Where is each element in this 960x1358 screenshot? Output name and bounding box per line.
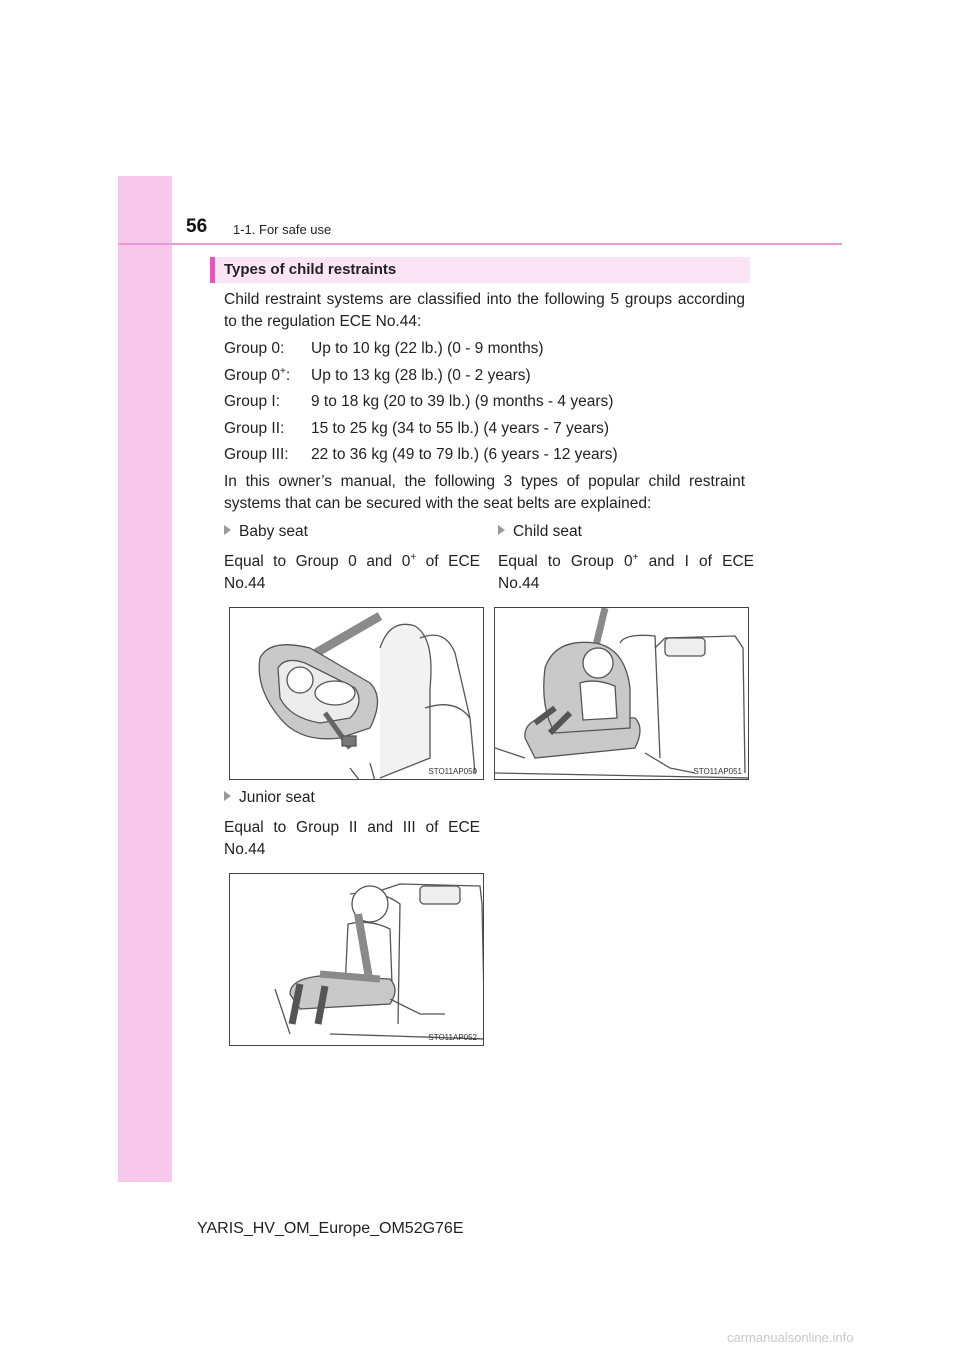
- group-label: Group II:: [224, 420, 285, 437]
- group-value: 22 to 36 kg (49 to 79 lb.) (6 years - 12 years): [311, 446, 618, 463]
- page-number: 56: [186, 216, 208, 237]
- bullet-triangle-icon: [224, 525, 231, 535]
- summary-paragraph: In this owner’s manual, the following 3 types of popular child restraint systems that can be secured with the seat belts are explained:: [224, 473, 745, 512]
- baby-seat-illustration: [229, 607, 484, 780]
- figure-code: STO11AP050: [428, 767, 477, 776]
- section-heading: [210, 257, 750, 283]
- junior-seat-illustration: [229, 873, 484, 1046]
- section-heading-text: Types of child restraints: [224, 261, 397, 278]
- junior-seat-title: Junior seat: [224, 789, 315, 807]
- intro-paragraph: Child restraint systems are classified into the following 5 groups according to the regulation ECE No.44:: [224, 291, 745, 330]
- group-label: Group 0:: [224, 340, 285, 357]
- baby-seat-description: Equal to Group 0 and 0+ of ECE No.44: [224, 552, 480, 592]
- watermark: carmanualsonline.info: [727, 1330, 854, 1345]
- bullet-triangle-icon: [498, 525, 505, 535]
- group-label: Group 0+:: [224, 366, 291, 384]
- group-value: Up to 10 kg (22 lb.) (0 - 9 months): [311, 340, 544, 357]
- junior-seat-description: Equal to Group II and III of ECE No.44: [224, 819, 480, 858]
- group-value: Up to 13 kg (28 lb.) (0 - 2 years): [311, 367, 531, 384]
- child-seat-title: Child seat: [498, 523, 582, 541]
- figure-code: STO11AP051: [693, 767, 742, 776]
- figure-code: STO11AP052: [428, 1033, 477, 1042]
- group-label: Group I:: [224, 393, 280, 410]
- group-value: 9 to 18 kg (20 to 39 lb.) (9 months - 4 years): [311, 393, 614, 410]
- group-label: Group III:: [224, 446, 289, 463]
- group-value: 15 to 25 kg (34 to 55 lb.) (4 years - 7 years): [311, 420, 610, 437]
- baby-seat-title: Baby seat: [224, 523, 308, 541]
- child-seat-description: Equal to Group 0+ and I of ECE No.44: [498, 552, 754, 592]
- page-sidebar-tab: [118, 176, 172, 1182]
- heading-accent-bar: [210, 257, 215, 283]
- document-id-footer: YARIS_HV_OM_Europe_OM52G76E: [197, 1220, 464, 1237]
- child-seat-illustration: [494, 607, 749, 780]
- header-divider: [118, 243, 842, 245]
- bullet-triangle-icon: [224, 791, 231, 801]
- section-title: 1-1. For safe use: [233, 222, 332, 237]
